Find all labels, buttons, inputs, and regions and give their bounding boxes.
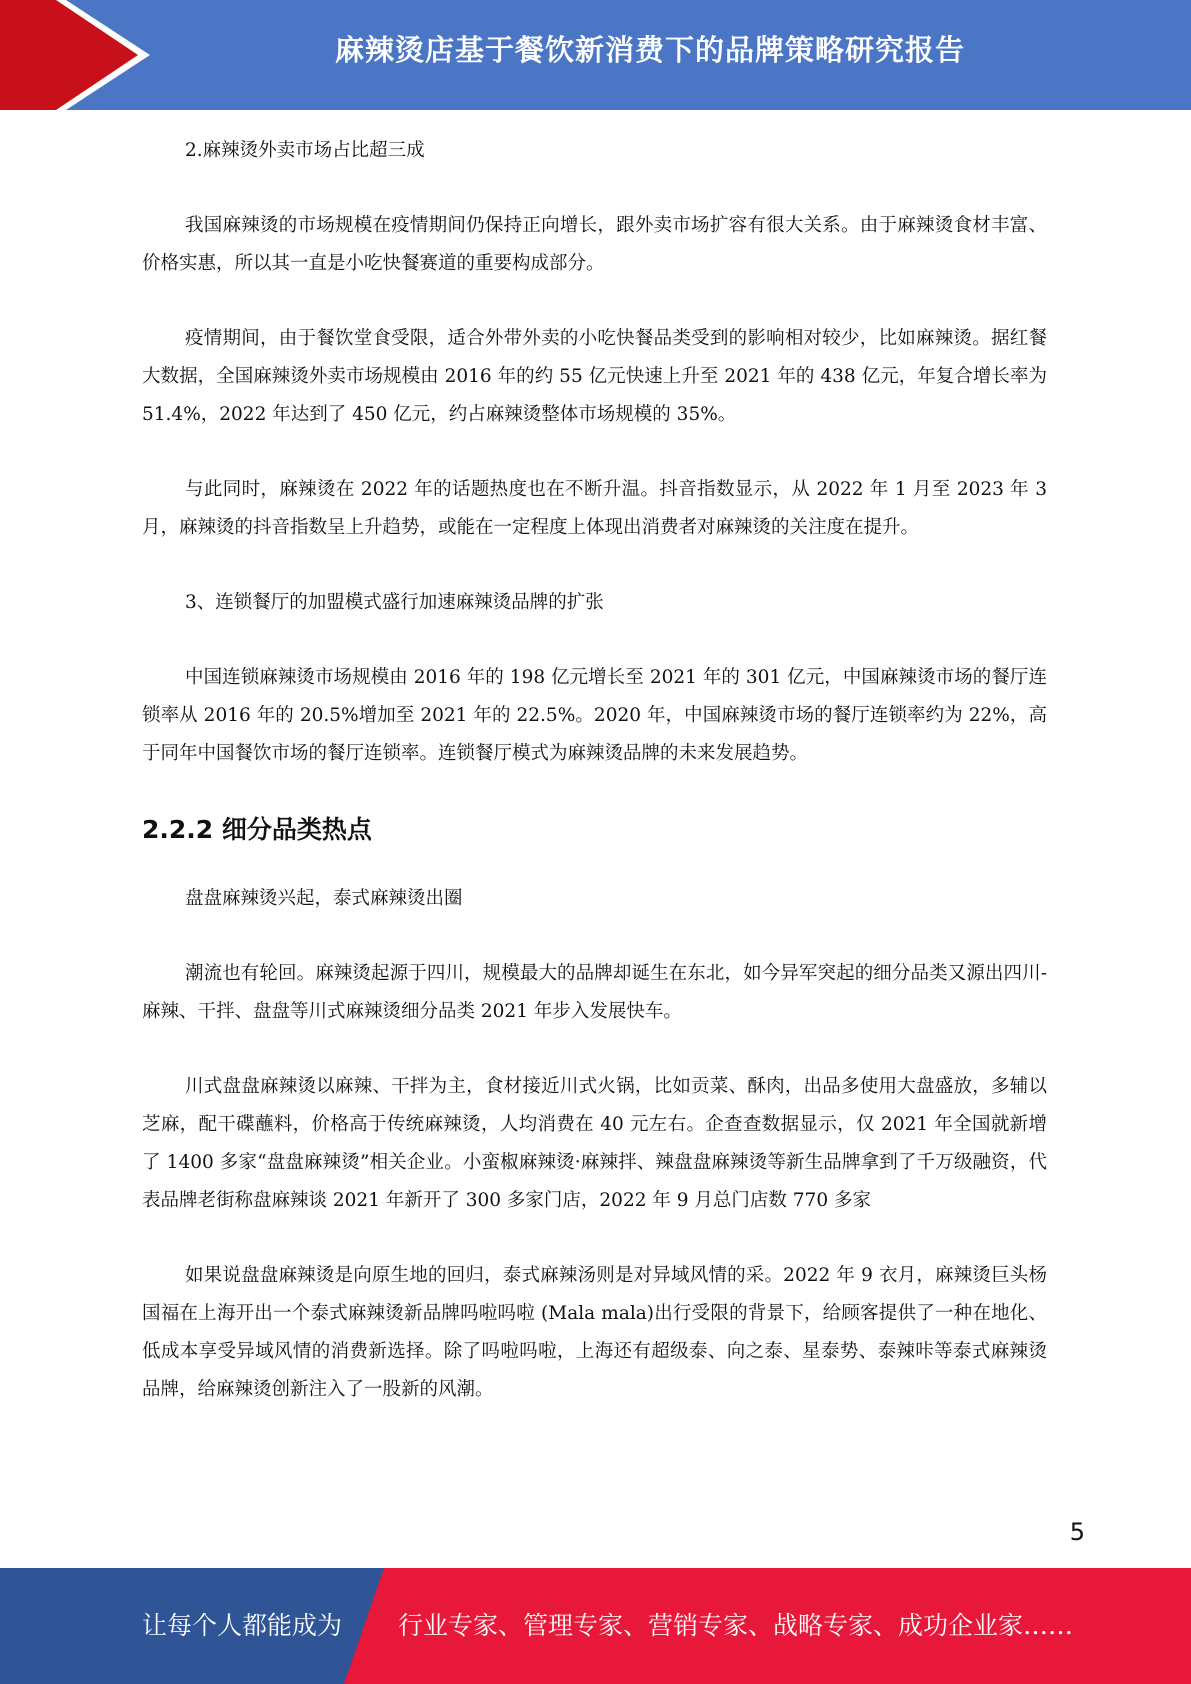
subheading-takeout-share: 2.麻辣烫外卖市场占比超三成	[185, 140, 425, 161]
page-header	[0, 0, 1191, 110]
paragraph: 我国麻辣烫的市场规模在疫情期间仍保持正向增长，跟外卖市场扩容有很大关系。由于麻辣烫食材丰富、价格实惠，所以其一直是小吃快餐赛道的重要构成部分。	[142, 215, 1047, 274]
paragraph: 疫情期间，由于餐饮堂食受限，适合外带外卖的小吃快餐品类受到的影响相对较少，比如麻辣烫。据红餐大数据，全国麻辣烫外卖市场规模由 2016 年的约 55 亿元快速上升至 2021 年的 438 亿元，年复合增长率为 51.4%，2022 年达到了 450 亿元，约占麻辣烫整体市场规模的 35%。	[142, 328, 1047, 425]
paragraph: 与此同时，麻辣烫在 2022 年的话题热度也在不断升温。抖音指数显示，从 2022 年 1 月至 2023 年 3 月，麻辣烫的抖音指数呈上升趋势，或能在一定程度上体现出消费者对麻辣烫的关注度在提升。	[142, 479, 1047, 538]
section-heading: 2.2.2 细分品类热点	[142, 815, 372, 844]
report-title: 麻辣烫店基于餐饮新消费下的品牌策略研究报告	[334, 33, 965, 67]
paragraph: 如果说盘盘麻辣烫是向原生地的回归，泰式麻辣汤则是对异域风情的采。2022 年 9 衣月，麻辣烫巨头杨国福在上海开出一个泰式麻辣烫新品牌吗啦吗啦 (Mala mala)出行受限的背景下，给顾客提供了一种在地化、低成本享受异域风情的消费新选择。除了吗啦吗啦，上海还有超级泰、向之泰、星泰势、泰辣咔等泰式麻辣烫品牌，给麻辣烫创新注入了一股新的风潮。	[142, 1265, 1047, 1400]
footer-slogan-right: 行业专家、管理专家、营销专家、战略专家、成功企业家……	[398, 1611, 1074, 1640]
paragraph: 中国连锁麻辣烫市场规模由 2016 年的 198 亿元增长至 2021 年的 301 亿元，中国麻辣烫市场的餐厅连锁率从 2016 年的 20.5%增加至 2021 年的 22.5%。2020 年，中国麻辣烫市场的餐厅连锁率约为 22%，高于同年中国餐饮市场的餐厅连锁率。连锁餐厅模式为麻辣烫品牌的未来发展趋势。	[142, 667, 1047, 764]
footer-slogan-left: 让每个人都能成为	[142, 1611, 343, 1640]
paragraph: 潮流也有轮回。麻辣烫起源于四川，规模最大的品牌却诞生在东北，如今异军突起的细分品类又源出四川-麻辣、干拌、盘盘等川式麻辣烫细分品类 2021 年步入发展快车。	[142, 963, 1047, 1022]
subheading-chain-franchise: 3、连锁餐厅的加盟模式盛行加速麻辣烫品牌的扩张	[185, 592, 604, 613]
page-footer	[0, 1568, 1191, 1684]
document-body	[142, 132, 1047, 1446]
paragraph: 川式盘盘麻辣烫以麻辣、干拌为主，食材接近川式火锅，比如贡菜、酥肉，出品多使用大盘盛放，多辅以芝麻，配干碟蘸料，价格高于传统麻辣烫，人均消费在 40 元左右。企查查数据显示，仅 2021 年全国就新增了 1400 多家“盘盘麻辣烫”相关企业。小蛮椒麻辣烫·麻辣拌、辣盘盘麻辣烫等新生品牌拿到了千万级融资，代表品牌老街称盘麻辣谈 2021 年新开了 300 多家门店，2022 年 9 月总门店数 770 多家	[142, 1076, 1047, 1211]
page-number: 5	[1069, 1518, 1085, 1546]
subheading-category-trends: 盘盘麻辣烫兴起，泰式麻辣烫出圈	[185, 888, 463, 909]
